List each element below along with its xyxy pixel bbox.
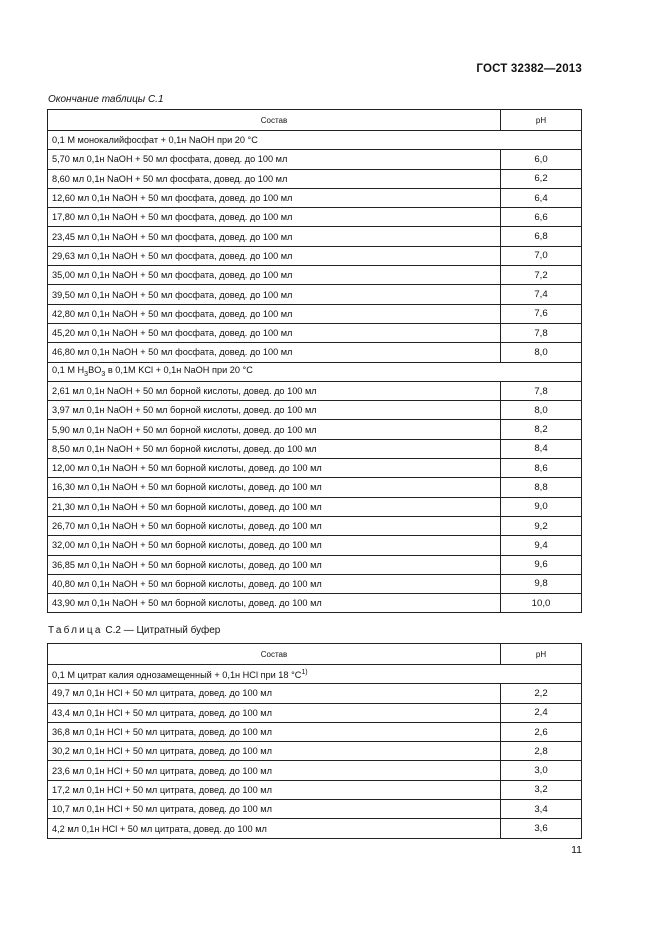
document-id: ГОСТ 32382—2013 <box>476 63 582 75</box>
ph-cell: 8,0 <box>501 401 582 420</box>
ph-cell: 2,2 <box>501 684 582 703</box>
table-c2 <box>47 643 582 839</box>
composition-cell: 32,00 мл 0,1н NaOH + 50 мл борной кислоты, довед. до 100 мл <box>48 536 501 555</box>
table-row <box>48 574 582 593</box>
ph-cell: 9,8 <box>501 574 582 593</box>
ph-cell: 8,0 <box>501 343 582 362</box>
ph-cell: 8,4 <box>501 439 582 458</box>
table-row <box>48 819 582 838</box>
table-c1 <box>47 109 582 613</box>
column-header-composition: Состав <box>48 644 501 665</box>
column-header-ph: pH <box>501 110 582 131</box>
ph-cell: 6,0 <box>501 150 582 169</box>
table-row <box>48 594 582 613</box>
table-row <box>48 304 582 323</box>
table-row <box>48 516 582 535</box>
ph-cell: 9,0 <box>501 497 582 516</box>
composition-cell: 36,8 мл 0,1н HCl + 50 мл цитрата, довед. до 100 мл <box>48 722 501 741</box>
composition-cell: 46,80 мл 0,1н NaOH + 50 мл фосфата, довед. до 100 мл <box>48 343 501 362</box>
section-borate-text-2: BO <box>88 365 102 376</box>
ph-cell: 9,4 <box>501 536 582 555</box>
table-header-row <box>48 110 582 131</box>
section-borate-text-3: в 0,1М KCl + 0,1н NaOH при 20 °С <box>105 365 253 376</box>
table-row <box>48 742 582 761</box>
ph-cell: 6,4 <box>501 188 582 207</box>
table-row <box>48 246 582 265</box>
composition-cell: 5,90 мл 0,1н NaOH + 50 мл борной кислоты, довед. до 100 мл <box>48 420 501 439</box>
ph-cell: 7,2 <box>501 266 582 285</box>
table-row <box>48 420 582 439</box>
composition-cell: 8,50 мл 0,1н NaOH + 50 мл борной кислоты, довед. до 100 мл <box>48 439 501 458</box>
ph-cell: 3,0 <box>501 761 582 780</box>
composition-cell: 8,60 мл 0,1н NaOH + 50 мл фосфата, довед. до 100 мл <box>48 169 501 188</box>
table2-caption-title: С.2 — Цитратный буфер <box>102 625 221 636</box>
column-header-composition: Состав <box>48 110 501 131</box>
composition-cell: 26,70 мл 0,1н NaOH + 50 мл борной кислоты, довед. до 100 мл <box>48 516 501 535</box>
table-row <box>48 401 582 420</box>
table-row <box>48 227 582 246</box>
composition-cell: 39,50 мл 0,1н NaOH + 50 мл фосфата, довед. до 100 мл <box>48 285 501 304</box>
composition-cell: 5,70 мл 0,1н NaOH + 50 мл фосфата, довед. до 100 мл <box>48 150 501 169</box>
section-borate-sub-1: 3 <box>84 371 89 379</box>
ph-cell: 3,6 <box>501 819 582 838</box>
composition-cell: 21,30 мл 0,1н NaOH + 50 мл борной кислоты, довед. до 100 мл <box>48 497 501 516</box>
column-header-ph: pH <box>501 644 582 665</box>
composition-cell: 36,85 мл 0,1н NaOH + 50 мл борной кислоты, довед. до 100 мл <box>48 555 501 574</box>
composition-cell: 29,63 мл 0,1н NaOH + 50 мл фосфата, довед. до 100 мл <box>48 246 501 265</box>
table-row <box>48 536 582 555</box>
table-row <box>48 761 582 780</box>
ph-cell: 7,8 <box>501 381 582 400</box>
table-row <box>48 150 582 169</box>
ph-cell: 2,8 <box>501 742 582 761</box>
table-row <box>48 439 582 458</box>
table-row <box>48 722 582 741</box>
table-row <box>48 323 582 342</box>
ph-cell: 2,6 <box>501 722 582 741</box>
table-row <box>48 800 582 819</box>
table2-caption <box>48 625 220 636</box>
table-row <box>48 478 582 497</box>
table-row <box>48 169 582 188</box>
ph-cell: 9,2 <box>501 516 582 535</box>
composition-cell: 43,90 мл 0,1н NaOH + 50 мл борной кислоты, довед. до 100 мл <box>48 594 501 613</box>
composition-cell: 40,80 мл 0,1н NaOH + 50 мл борной кислоты, довед. до 100 мл <box>48 574 501 593</box>
composition-cell: 10,7 мл 0,1н HCl + 50 мл цитрата, довед. до 100 мл <box>48 800 501 819</box>
ph-cell: 3,4 <box>501 800 582 819</box>
table-row <box>48 459 582 478</box>
ph-cell: 8,2 <box>501 420 582 439</box>
section-borate-sub-2: 3 <box>101 371 106 379</box>
table-row <box>48 266 582 285</box>
table-row <box>48 208 582 227</box>
table-row <box>48 780 582 799</box>
composition-cell: 42,80 мл 0,1н NaOH + 50 мл фосфата, довед. до 100 мл <box>48 304 501 323</box>
section-title-phosphate: 0,1 М монокалийфосфат + 0,1н NaOH при 20 °С <box>48 131 582 150</box>
composition-cell: 17,2 мл 0,1н HCl + 50 мл цитрата, довед. до 100 мл <box>48 780 501 799</box>
table2-caption-label: Таблица <box>48 625 103 636</box>
composition-cell: 3,97 мл 0,1н NaOH + 50 мл борной кислоты, довед. до 100 мл <box>48 401 501 420</box>
ph-cell: 2,4 <box>501 703 582 722</box>
section-row-citrate <box>48 665 582 684</box>
ph-cell: 6,6 <box>501 208 582 227</box>
ph-cell: 8,8 <box>501 478 582 497</box>
section-row-borate <box>48 362 582 381</box>
composition-cell: 23,45 мл 0,1н NaOH + 50 мл фосфата, довед. до 100 мл <box>48 227 501 246</box>
section-row-phosphate <box>48 131 582 150</box>
composition-cell: 17,80 мл 0,1н NaOH + 50 мл фосфата, довед. до 100 мл <box>48 208 501 227</box>
table1-caption: Окончание таблицы С.1 <box>48 94 164 105</box>
section-title-borate <box>48 362 582 381</box>
page-number: 11 <box>571 844 582 856</box>
table-row <box>48 497 582 516</box>
ph-cell: 7,6 <box>501 304 582 323</box>
composition-cell: 12,60 мл 0,1н NaOH + 50 мл фосфата, довед. до 100 мл <box>48 188 501 207</box>
composition-cell: 35,00 мл 0,1н NaOH + 50 мл фосфата, довед. до 100 мл <box>48 266 501 285</box>
table-header-row <box>48 644 582 665</box>
composition-cell: 30,2 мл 0,1н HCl + 50 мл цитрата, довед. до 100 мл <box>48 742 501 761</box>
ph-cell: 7,0 <box>501 246 582 265</box>
section-citrate-text: 0,1 М цитрат калия однозамещенный + 0,1н HCl при 18 °С <box>52 669 302 680</box>
ph-cell: 8,6 <box>501 459 582 478</box>
ph-cell: 6,2 <box>501 169 582 188</box>
section-title-citrate <box>48 665 582 684</box>
ph-cell: 7,4 <box>501 285 582 304</box>
table-row <box>48 188 582 207</box>
table-row <box>48 703 582 722</box>
ph-cell: 6,8 <box>501 227 582 246</box>
ph-cell: 7,8 <box>501 323 582 342</box>
table-row <box>48 285 582 304</box>
composition-cell: 4,2 мл 0,1н HCl + 50 мл цитрата, довед. до 100 мл <box>48 819 501 838</box>
table-row <box>48 343 582 362</box>
ph-cell: 3,2 <box>501 780 582 799</box>
composition-cell: 23,6 мл 0,1н HCl + 50 мл цитрата, довед. до 100 мл <box>48 761 501 780</box>
composition-cell: 16,30 мл 0,1н NaOH + 50 мл борной кислоты, довед. до 100 мл <box>48 478 501 497</box>
composition-cell: 43,4 мл 0,1н HCl + 50 мл цитрата, довед. до 100 мл <box>48 703 501 722</box>
ph-cell: 10,0 <box>501 594 582 613</box>
composition-cell: 45,20 мл 0,1н NaOH + 50 мл фосфата, довед. до 100 мл <box>48 323 501 342</box>
composition-cell: 49,7 мл 0,1н HCl + 50 мл цитрата, довед. до 100 мл <box>48 684 501 703</box>
section-borate-text-1: 0,1 М H <box>52 365 85 376</box>
ph-cell: 9,6 <box>501 555 582 574</box>
composition-cell: 12,00 мл 0,1н NaOH + 50 мл борной кислоты, довед. до 100 мл <box>48 459 501 478</box>
table-row <box>48 684 582 703</box>
table-row <box>48 555 582 574</box>
table-row <box>48 381 582 400</box>
composition-cell: 2,61 мл 0,1н NaOH + 50 мл борной кислоты, довед. до 100 мл <box>48 381 501 400</box>
footnote-marker: 1) <box>301 668 308 676</box>
